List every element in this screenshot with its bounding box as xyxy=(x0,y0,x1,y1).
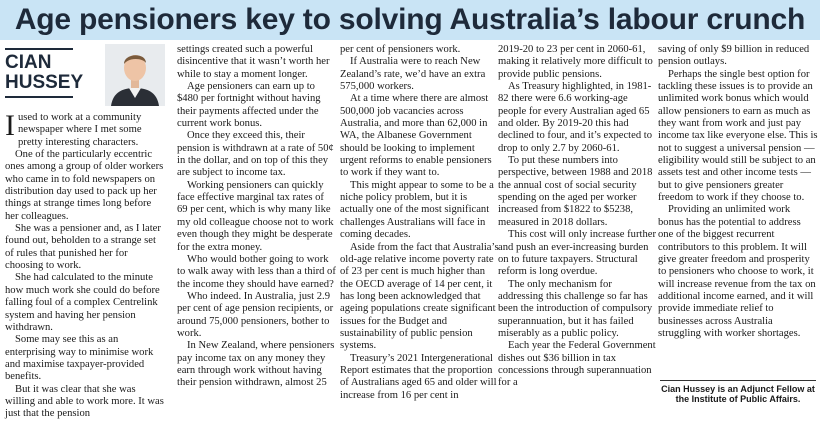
paragraph: Who indeed. In Australia, just 2.9 per cent of age pension recipients, or around 75,000 pensioners, bother to work. xyxy=(177,290,334,339)
article-column-5 xyxy=(658,44,818,378)
author-bio: Cian Hussey is an Adjunct Fellow at the Institute of Public Affairs. xyxy=(661,384,815,404)
paragraph: She had calculated to the minute how much work she could do before falling foul of a complex Centrelink system and having her pension withdrawn. xyxy=(5,272,160,333)
paragraph: Some may see this as an enterprising way to minimise work and maximise taxpayer-provided benefits. xyxy=(5,334,154,383)
headline: Age pensioners key to solving Australia’s labour crunch xyxy=(14,3,806,36)
bio-divider xyxy=(660,380,816,381)
paragraph: One of the particularly eccentric ones among a group of older workers who came in to fold newspapers on distribution day used to pack up her things at strange times long before her colleagues. xyxy=(5,149,164,222)
article-column-2 xyxy=(177,44,337,404)
paragraph: saving of only $9 billion in reduced pension outlays. xyxy=(658,44,810,68)
paragraph: As Treasury highlighted, in 1981-82 there were 6.6 working-age people for every Australian aged 65 and older. By 2019-20 this had declined to four, and it’s expected to drop to only 2.7 by 2060-61. xyxy=(498,81,653,154)
paragraph: The only mechanism for addressing this challenge so far has been the introduction of compulsory superannuation, but it has failed miserably as a public policy. xyxy=(498,278,653,339)
paragraph: Who would bother going to work to walk away with less than a third of the income they should have earned? xyxy=(177,253,336,290)
paragraph: Age pensioners can earn up to $480 per fortnight without having their payments affected under the current work bonus. xyxy=(177,81,321,130)
paragraph: Perhaps the single best option for tackling these issues is to provide an unlimited work bonus which would allow pensioners to earn as much as they want from work and just pay income tax like everyone else. This is not to suggest a universal pension — eligibility would still be subject to an assets test and other income tests — but to give pensioners greater freedom to work if they choose to. xyxy=(658,68,818,204)
paragraph: settings created such a powerful disincentive that it wasn’t worth her while to stay a moment longer. xyxy=(177,44,330,80)
byline-rule-top xyxy=(5,48,73,50)
paragraph: To put these numbers into perspective, between 1988 and 2018 the annual cost of social security spending on the aged per worker increased from $1822 to $5238, measured in 2018 dollars. xyxy=(498,155,653,228)
paragraph: Aside from the fact that Australia’s old-age relative income poverty rate of 23 per cent is much higher than the OECD average of 14 per cent, it has long been acknowledged that ageing populations create significant issues for the Budget and sustainability of public pension systems. xyxy=(340,241,499,352)
article-column-1 xyxy=(5,109,165,420)
paragraph: This cost will only increase further and push an ever-increasing burden on to future taxpayers. Structural reform is long overdue. xyxy=(498,229,656,278)
paragraph: She was a pensioner and, as I later found out, beholden to a strange set of rules that punished her for choosing to work. xyxy=(5,223,161,272)
author-first-name: CIAN xyxy=(5,52,52,73)
paragraph: At a time where there are almost 500,000 job vacancies across Australia, and more than 62,000 in WA, the Albanese Government should be looking to implement urgent reforms to enable pensioners to work if they want to. xyxy=(340,93,492,179)
paragraph: used to work at a community newspaper where I met some pretty interesting characters. xyxy=(18,112,142,148)
drop-cap: I xyxy=(5,109,15,142)
paragraph: This might appear to some to be a niche policy problem, but it is actually one of the most significant challenges Australians will face in coming decades. xyxy=(340,179,494,241)
article-column-3 xyxy=(340,44,500,404)
paragraph: Treasury’s 2021 Intergenerational Report estimates that the proportion of Australians aged 65 and older will increase from 16 per cent in xyxy=(340,352,497,401)
paragraph: Once they exceed this, their pension is withdrawn at a rate of 50¢ in the dollar, and on top of this they are subject to income tax. xyxy=(177,130,334,179)
paragraph: Each year the Federal Government dishes out $36 billion in tax concessions through superannuation for a xyxy=(498,340,656,389)
paragraph: If Australia were to reach New Zealand’s rate, we’d have an extra 575,000 workers. xyxy=(340,56,486,93)
byline-rule-bottom xyxy=(5,96,73,98)
paragraph: Working pensioners can quickly face effective marginal tax rates of 69 per cent, which is why many like my old colleague choose not to work even though they might be desperate for the extra money. xyxy=(177,179,334,253)
paragraph: In New Zealand, where pensioners pay income tax on any money they earn through work without having their pension withdrawn, almost 25 xyxy=(177,340,335,389)
byline xyxy=(5,44,165,108)
headline-banner xyxy=(0,0,820,40)
article-column-4 xyxy=(498,44,658,404)
paragraph: But it was clear that she was willing and able to work more. It was just that the pension xyxy=(5,383,164,420)
author-last-name: HUSSEY xyxy=(5,72,84,93)
paragraph: 2019-20 to 23 per cent in 2060-61, making it relatively more difficult to provide public pensions. xyxy=(498,44,653,80)
author-photo xyxy=(105,44,165,106)
paragraph: Providing an unlimited work bonus has the potential to address one of the biggest recurrent contributors to this problem. It will give greater freedom and prosperity to pensioners who choose to work, it will increase revenue from the tax on additional income earned, and it will provide immediate relief to businesses across Australia struggling with worker shortages. xyxy=(658,204,816,339)
paragraph: per cent of pensioners work. xyxy=(340,44,461,55)
